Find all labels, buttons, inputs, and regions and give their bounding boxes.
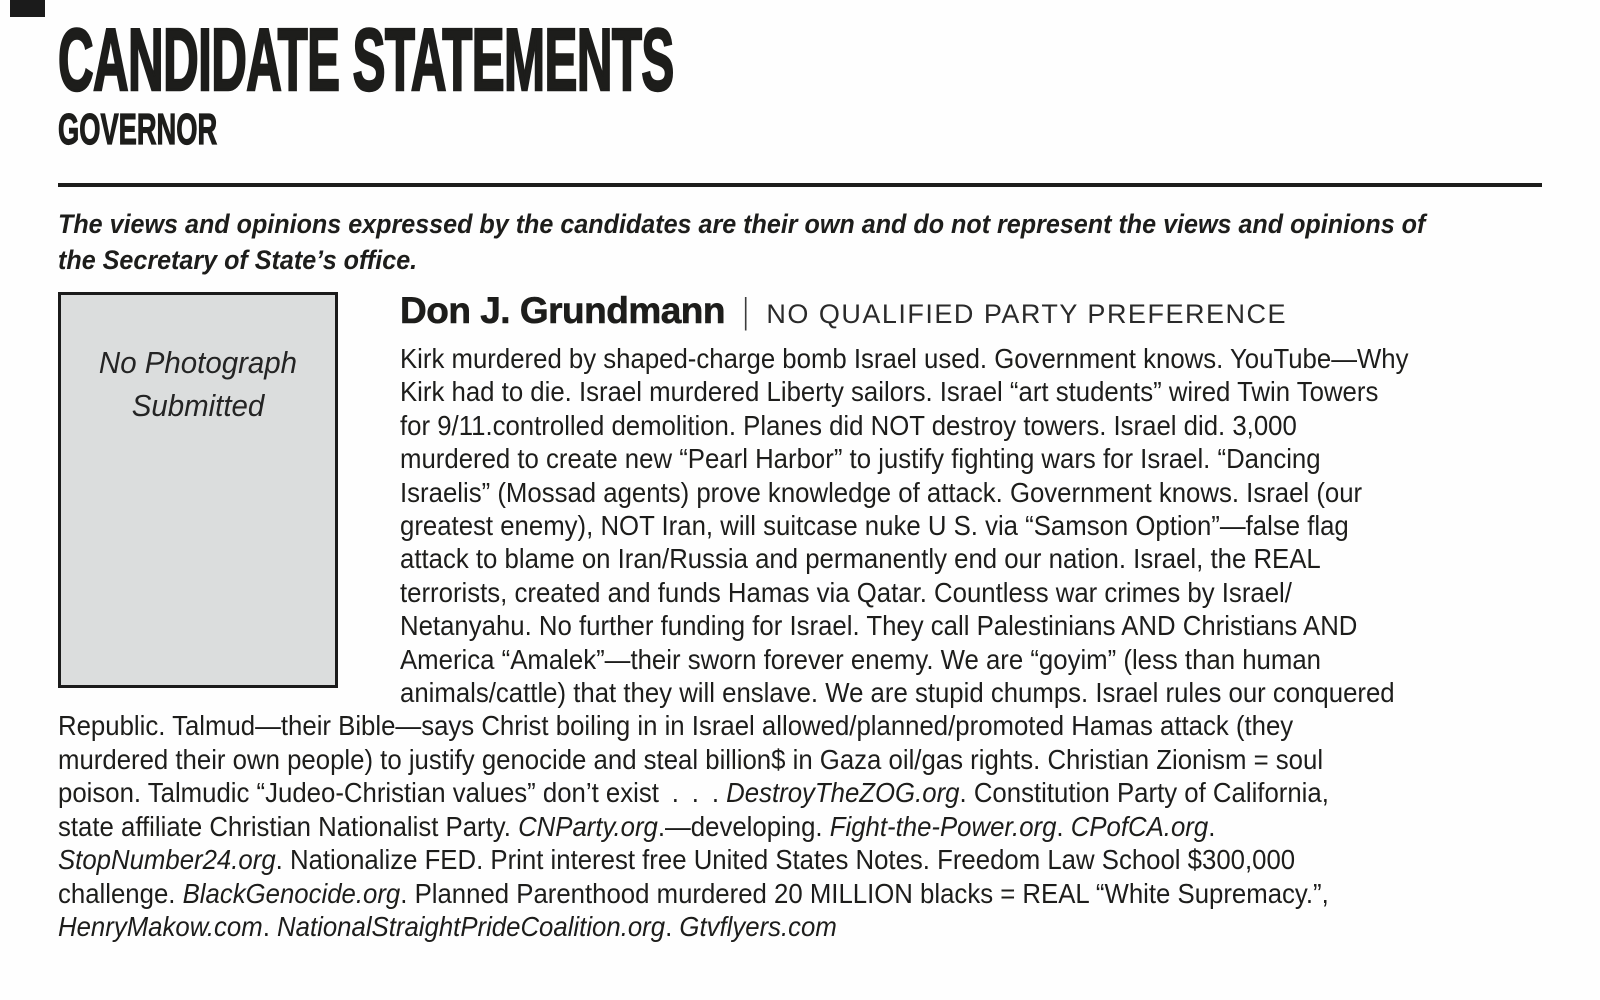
text-line bbox=[400, 576, 1451, 609]
website-text: CNParty.org bbox=[518, 810, 658, 842]
statement-text: Kirk had to die. Israel murdered Liberty sailors. Israel “art students” wired Twin Towers bbox=[400, 376, 1379, 408]
statement-text: .—developing. bbox=[657, 810, 830, 842]
website-text: CPofCA.org bbox=[1070, 810, 1209, 842]
disclaimer-text bbox=[58, 206, 1542, 278]
statement-text: state affiliate Christian Nationalist Party. bbox=[58, 810, 519, 842]
text-line bbox=[400, 442, 1451, 475]
no-photo-text bbox=[68, 295, 328, 427]
text-line bbox=[58, 843, 1423, 876]
website-text: Fight-the-Power.org bbox=[829, 810, 1057, 842]
separator-bar: | bbox=[743, 290, 749, 331]
text-line bbox=[400, 643, 1451, 676]
divider-rule bbox=[58, 183, 1542, 187]
text-line: The views and opinions expressed by the candidates are their own and do not represent the views and opinions of bbox=[58, 209, 1426, 239]
text-line bbox=[400, 409, 1451, 442]
statement-text: terrorists, created and funds Hamas via Qatar. Countless war crimes by Israel/ bbox=[400, 576, 1292, 608]
statement-text: . Constitution Party of California, bbox=[959, 777, 1329, 809]
text-line bbox=[400, 342, 1451, 375]
statement-text: murdered to create new “Pearl Harbor” to justify fighting wars for Israel. “Dancing bbox=[400, 443, 1321, 475]
website-text: Gtvflyers.com bbox=[679, 910, 837, 942]
text-line bbox=[58, 776, 1423, 809]
party-preference-label: NO QUALIFIED PARTY PREFERENCE bbox=[766, 299, 1287, 329]
statement-text: Netanyahu. No further funding for Israel. They call Palestinians AND Christians AND bbox=[400, 610, 1358, 642]
text-line: the Secretary of State’s office. bbox=[58, 245, 418, 275]
text-line: No Photograph bbox=[98, 345, 298, 380]
candidate-statement-full bbox=[58, 709, 1542, 943]
text-line bbox=[58, 743, 1423, 776]
text-line bbox=[400, 609, 1451, 642]
statement-text: greatest enemy), NOT Iran, will suitcase nuke U S. via “Samson Option”—false flag bbox=[400, 510, 1349, 542]
website-text: NationalStraightPrideCoalition.org bbox=[277, 910, 666, 942]
website-text: DestroyTheZOG.org bbox=[726, 777, 960, 809]
text-line bbox=[400, 476, 1451, 509]
statement-text: . bbox=[665, 910, 680, 942]
statement-text: Israelis” (Mossad agents) prove knowledge of attack. Government knows. Israel (our bbox=[400, 476, 1363, 508]
statement-text: . bbox=[1056, 810, 1071, 842]
statement-text: . bbox=[262, 910, 278, 942]
website-text: HenryMakow.com bbox=[58, 910, 263, 942]
no-photo-placeholder bbox=[58, 292, 338, 688]
statement-text: America “Amalek”—their sworn forever enemy. We are “goyim” (less than human bbox=[400, 643, 1321, 675]
text-line bbox=[58, 877, 1423, 910]
website-text: BlackGenocide.org bbox=[182, 877, 401, 909]
statement-text: attack to blame on Iran/Russia and permanently end our nation. Israel, the REAL bbox=[400, 543, 1321, 575]
page-crop-artifact bbox=[10, 0, 45, 17]
candidate-name: Don J. Grundmann bbox=[400, 290, 725, 331]
text-line bbox=[400, 375, 1451, 408]
website-text: StopNumber24.org bbox=[58, 844, 276, 876]
statement-text: animals/cattle) that they will enslave. We are stupid chumps. Israel rules our conquered bbox=[400, 677, 1395, 709]
statement-text: . Planned Parenthood murdered 20 MILLION blacks = REAL “White Supremacy.”, bbox=[400, 877, 1329, 909]
statement-text: Republic. Talmud—their Bible—says Christ boiling in in Israel allowed/planned/promoted Hamas attack (they bbox=[58, 710, 1294, 742]
statement-text: . bbox=[1208, 810, 1216, 842]
text-line bbox=[400, 542, 1451, 575]
text-line bbox=[400, 509, 1451, 542]
text-line bbox=[58, 709, 1423, 742]
section-title-governor: GOVERNOR bbox=[58, 105, 218, 154]
candidate-statement-wrapped bbox=[400, 342, 1542, 709]
text-line bbox=[58, 810, 1423, 843]
statement-text: Kirk murdered by shaped-charge bomb Israel used. Government knows. YouTube—Why bbox=[400, 343, 1409, 374]
text-line bbox=[400, 676, 1451, 709]
text-line bbox=[58, 910, 1423, 943]
statement-text: for 9/11.controlled demolition. Planes did NOT destroy towers. Israel did. 3,000 bbox=[400, 409, 1297, 441]
candidate-header bbox=[400, 290, 1542, 338]
statement-text: . Nationalize FED. Print interest free United States Notes. Freedom Law School $300,000 bbox=[275, 844, 1296, 876]
text-line: Submitted bbox=[131, 388, 265, 423]
statement-text: murdered their own people) to justify genocide and steal billion$ in Gaza oil/gas rights. Christian Zionism = soul bbox=[58, 743, 1324, 775]
statement-text: challenge. bbox=[58, 877, 183, 909]
page-title: CANDIDATE STATEMENTS bbox=[58, 10, 674, 109]
statement-text: poison. Talmudic “Judeo-Christian values” don’t exist . . . bbox=[58, 777, 727, 809]
candidate-statement-block bbox=[58, 290, 1542, 943]
